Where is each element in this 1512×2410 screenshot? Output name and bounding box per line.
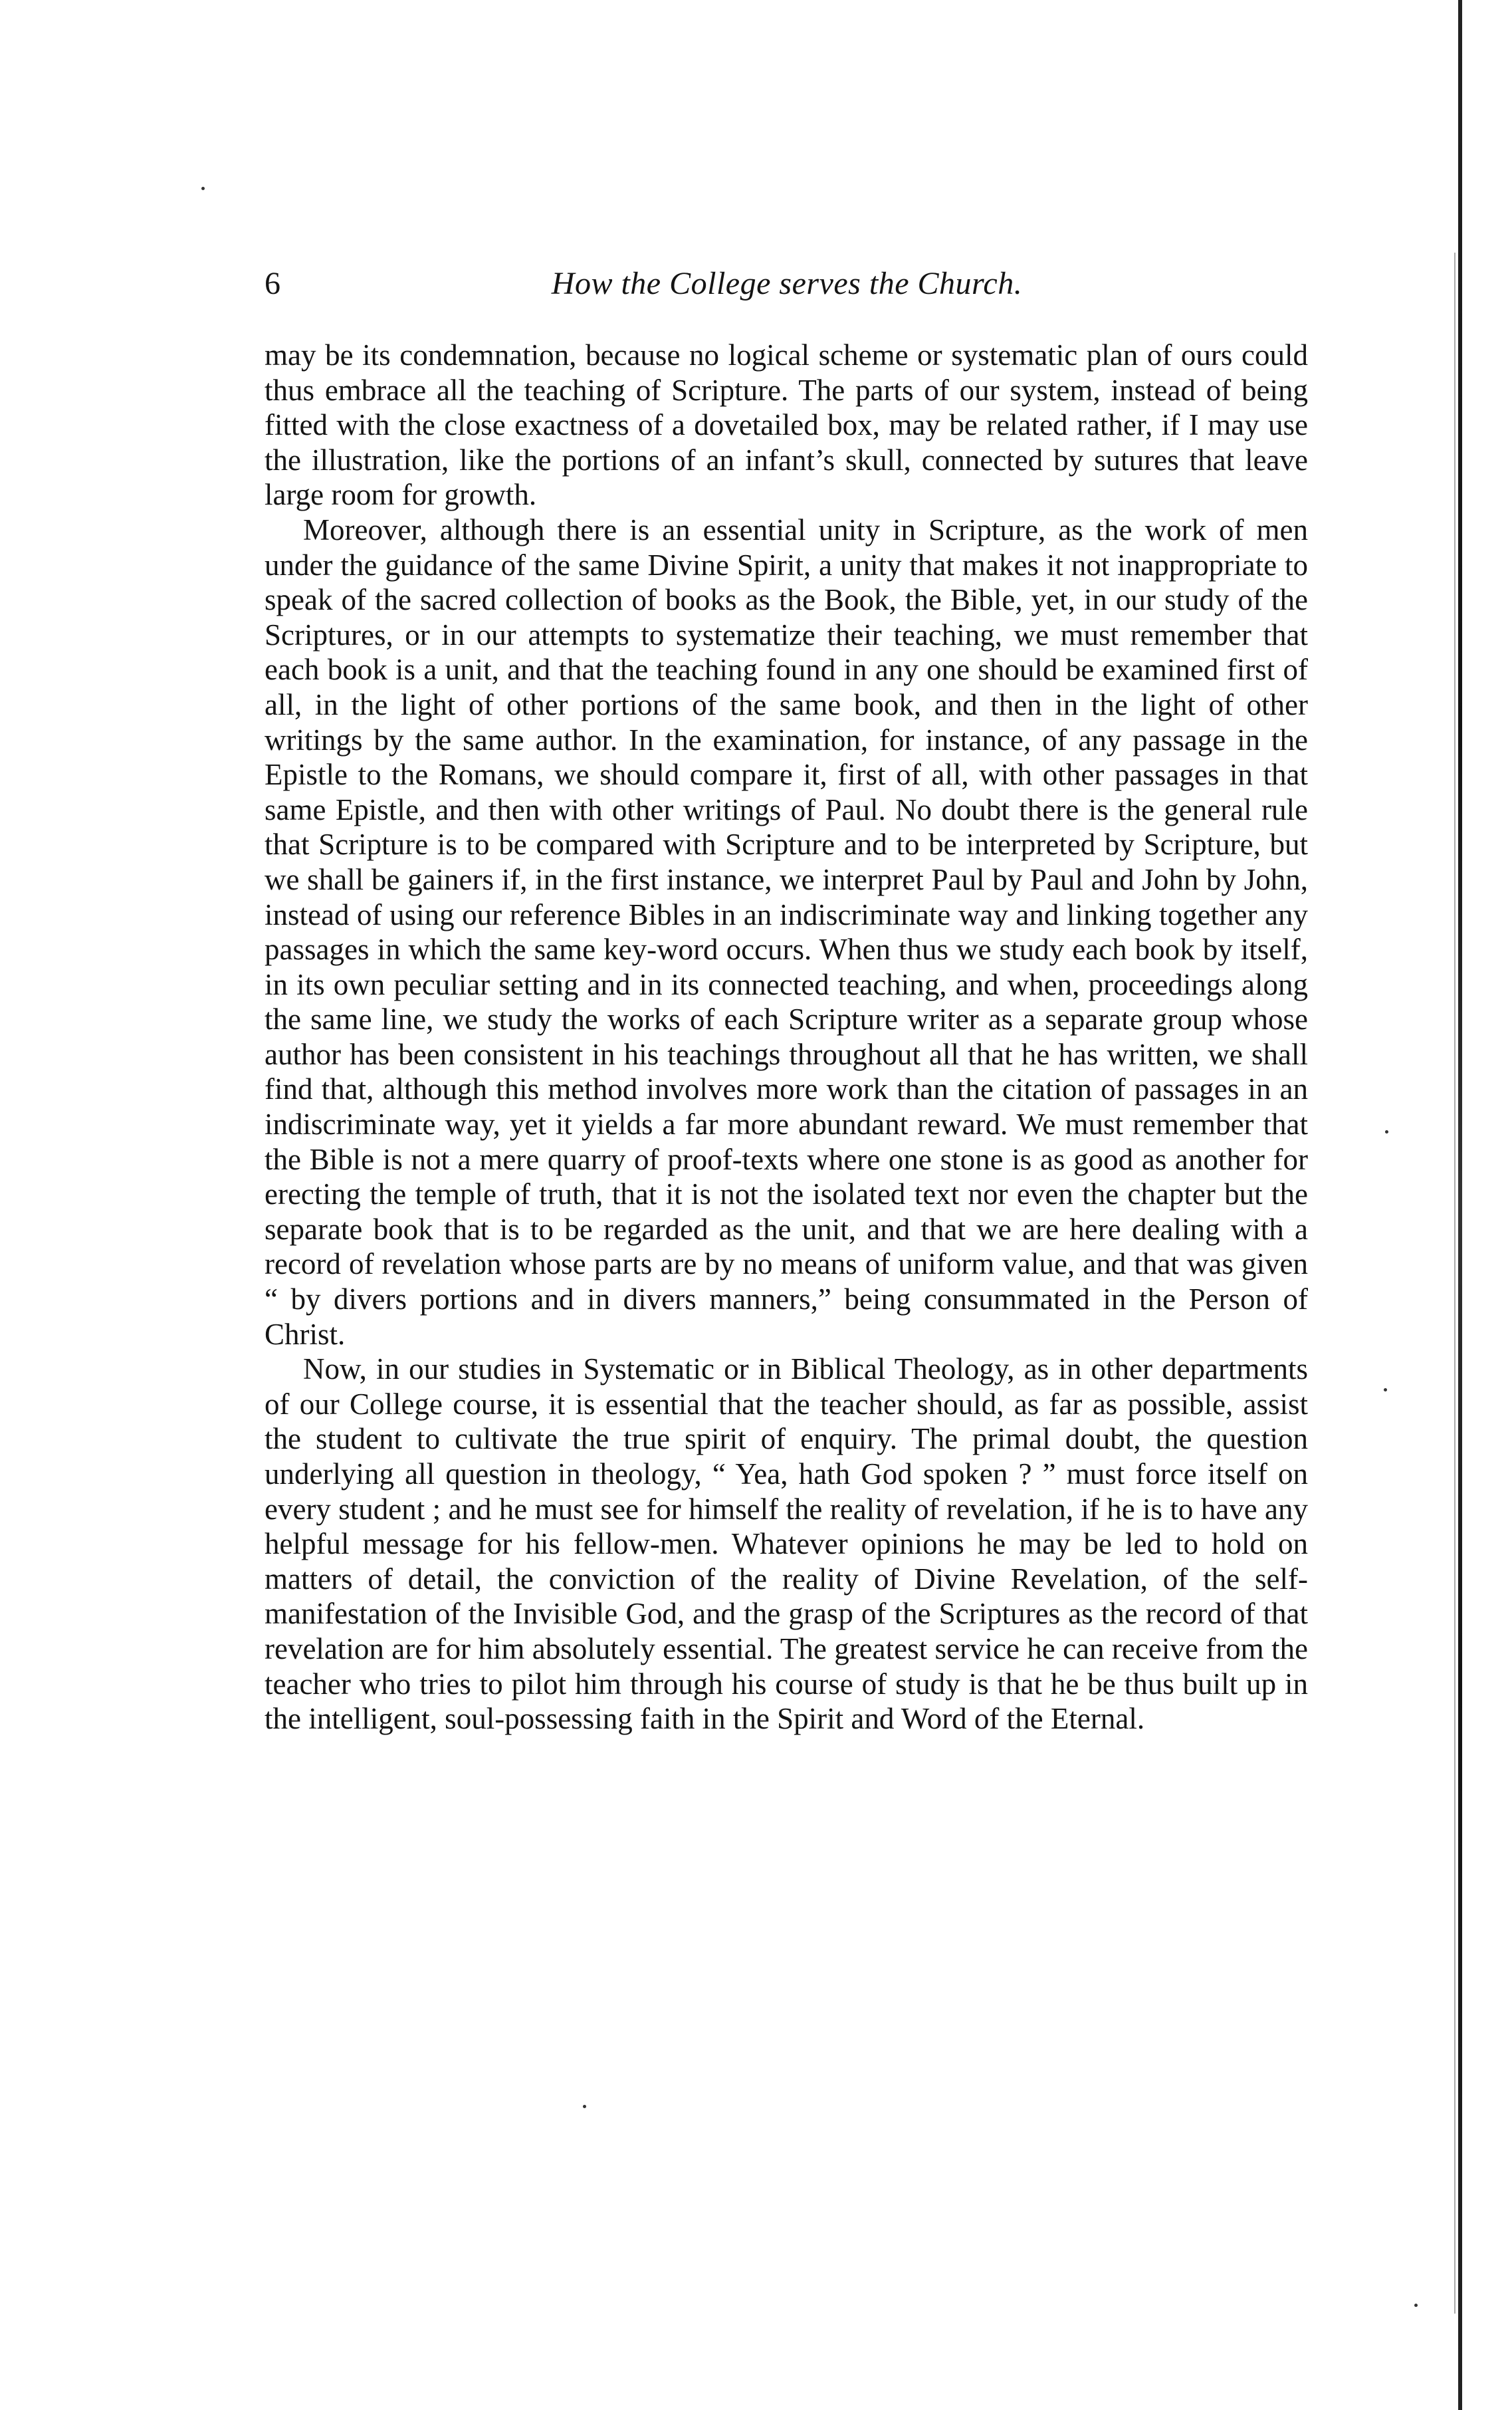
- scan-speck: [583, 2105, 586, 2108]
- scan-speck: [1385, 1130, 1388, 1134]
- body-text: [265, 338, 1308, 1737]
- scan-speck: [1384, 1388, 1387, 1391]
- scan-speck: [201, 187, 205, 190]
- page-number: 6: [265, 266, 280, 301]
- running-head: How the College serves the Church.: [551, 266, 1023, 301]
- scan-speck: [1414, 2304, 1418, 2307]
- paragraph-3: Now, in our studies in Systematic or in Biblical Theology, as in other departments of our College course, it is essential that the teacher should, as far as possible, assist the student to cultivate the true spirit of enquiry. The primal doubt, the question underlying all question in theology, “ Yea, hath God spoken ? ” must force itself on every student ; and he must see for himself the reality of revelation, if he is to have any helpful message for his fellow-men. Whatever opinions he may be led to hold on matters of detail, the conviction of the reality of Divine Revelation, of the self-manifestation of the Invisible God, and the grasp of the Scriptures as the record of that revelation are for him absolutely essential. The greatest service he can receive from the teacher who tries to pilot him through his course of study is that he be thus built up in the intelligent, soul-possessing faith in the Spirit and Word of the Eternal.: [265, 1352, 1308, 1736]
- paragraph-2: Moreover, although there is an essential unity in Scripture, as the work of men under the guidance of the same Divine Spirit, a unity that makes it not inappropriate to speak of the sacred collection of books as the Book, the Bible, yet, in our study of the Scriptures, or in our attempts to systematize their teaching, we must remember that each book is a unit, and that the teaching found in any one should be examined first of all, in the light of other portions of the same book, and then in the light of other writings by the same author. In the examination, for instance, of any passage in the Epistle to the Romans, we should compare it, first of all, with other passages in that same Epistle, and then with other writings of Paul. No doubt there is the general rule that Scripture is to be compared with Scripture and to be interpreted by Scripture, but we shall be gainers if, in the first instance, we interpret Paul by Paul and John by John, instead of using our reference Bibles in an indiscriminate way and linking together any passages in which the same key-word occurs. When thus we study each book by itself, in its own peculiar setting and in its connected teaching, and when, proceedings along the same line, we study the works of each Scripture writer as a separate group whose author has been consistent in his teachings throughout all that he has written, we shall find that, although this method involves more work than the citation of passages in an indiscriminate way, yet it yields a far more abundant reward. We must remember that the Bible is not a mere quarry of proof-texts where one stone is as good as another for erecting the temple of truth, that it is not the isolated text nor even the chapter but the separate book that is to be regarded as the unit, and that we are here dealing with a record of revelation whose parts are by no means of uniform value, and that was given “ by divers portions and in divers manners,” being consummated in the Person of Christ.: [265, 513, 1308, 1351]
- scan-edge-line: [1458, 0, 1462, 2410]
- scan-edge-shadow: [1454, 253, 1456, 2314]
- paragraph-1: may be its condemnation, because no logical scheme or systematic plan of ours could thus embrace all the teaching of Scripture. The parts of our system, instead of being fitted with the close exactness of a dovetailed box, may be related rather, if I may use the illustration, like the portions of an infant’s skull, connected by sutures that leave large room for growth.: [265, 338, 1308, 512]
- page-header: [265, 261, 1309, 307]
